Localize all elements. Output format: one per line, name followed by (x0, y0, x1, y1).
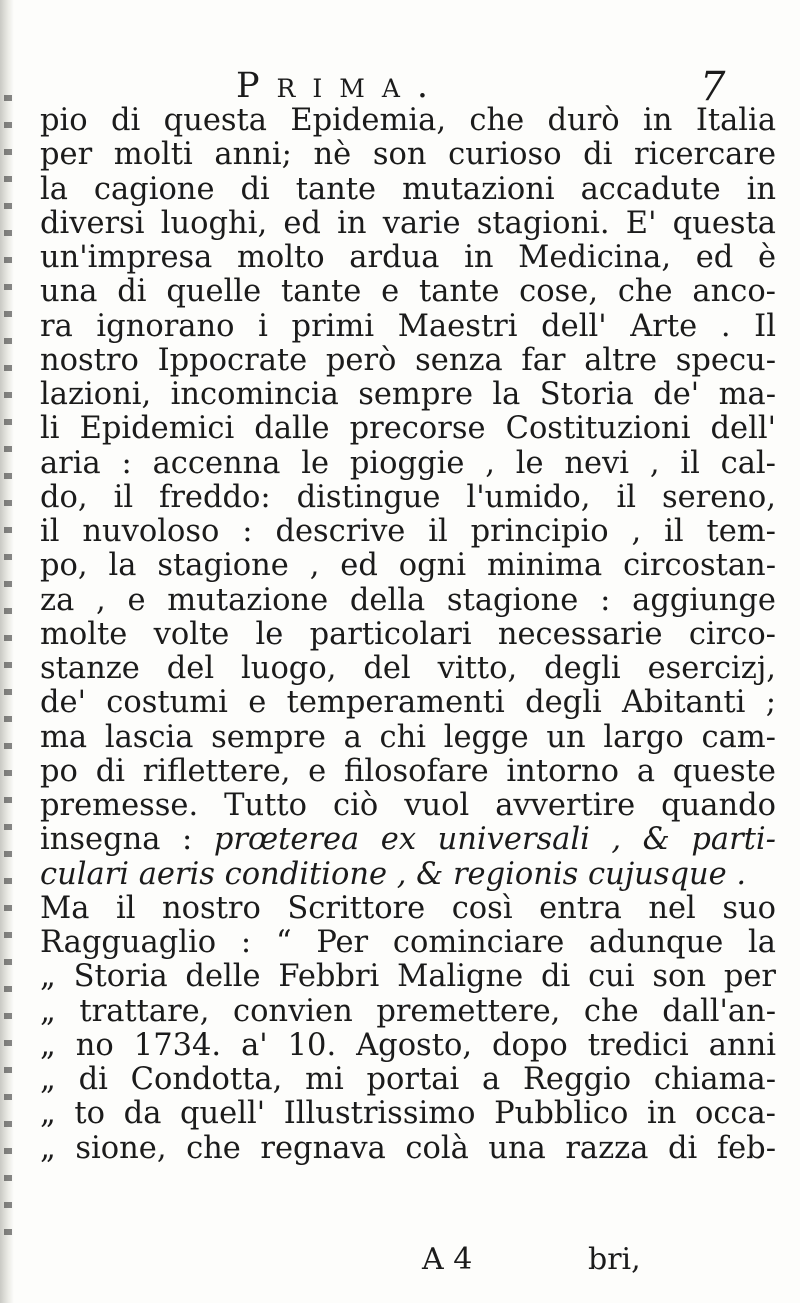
running-head: Prima. (236, 66, 446, 106)
page-number: 7 (700, 64, 726, 110)
latin-quote-line (40, 858, 776, 892)
quoted-line: „ Storia delle Febbri Maligne di cui son per (40, 960, 776, 995)
text-line: il nuvoloso : descrive il principio , il tem- (40, 515, 776, 549)
text-line: molte volte le particolari necessarie circo- (40, 617, 776, 652)
latin-quote-italic: culari aeris conditione , & regionis cujusque . (40, 857, 747, 892)
page-gutter (0, 0, 14, 1303)
latin-quote-line (40, 823, 776, 857)
quoted-line: „ no 1734. a' 10. Agosto, dopo tredici anni (40, 1028, 776, 1063)
text-line: Ma il nostro Scrittore così entra nel suo (40, 891, 776, 926)
text-line: per molti anni; nè son curioso di ricercare (40, 138, 776, 173)
latin-quote-prefix: insegna : (40, 823, 193, 858)
page-header (0, 60, 800, 110)
text-line: li Epidemici dalle precorse Costituzioni dell' (40, 412, 776, 447)
text-line: stanze del luogo, del vitto, degli esercizj, (40, 652, 776, 686)
text-line: diversi luoghi, ed in varie stagioni. E' questa (40, 206, 776, 241)
text-line: un'impresa molto ardua in Medicina, ed è (40, 241, 776, 275)
text-line: la cagione di tante mutazioni accadute in (40, 172, 776, 207)
text-line: po di riflettere, e filosofare intorno a queste (40, 754, 776, 789)
quoted-line: „ di Condotta, mi portai a Reggio chiama- (40, 1063, 776, 1097)
quoted-line: „ to da quell' Illustrissimo Pubblico in occa- (40, 1097, 776, 1132)
latin-quote-italic: prœterea ex universali , & parti- (213, 823, 776, 858)
text-line: pio di questa Epidemia, che durò in Italia (40, 104, 776, 138)
text-line: do, il freddo: distingue l'umido, il sereno, (40, 480, 776, 515)
quoted-line: „ sione, che regnava colà una razza di feb- (40, 1131, 776, 1166)
gutter-bleed-marks (4, 95, 12, 1235)
text-line: lazioni, incomincia sempre la Storia de' ma- (40, 378, 776, 412)
text-line: Ragguaglio : “ Per cominciare adunque la (40, 926, 776, 960)
text-line: za , e mutazione della stagione : aggiunge (40, 583, 776, 618)
text-line: ma lascia sempre a chi legge un largo cam- (40, 720, 776, 755)
text-line: una di quelle tante e tante cose, che anco- (40, 275, 776, 310)
text-line: po, la stagione , ed ogni minima circostan- (40, 549, 776, 584)
page-footer (0, 1242, 800, 1282)
text-line: nostro Ippocrate però senza far altre specu- (40, 343, 776, 378)
text-line: aria : accenna le pioggie , le nevi , il cal- (40, 446, 776, 481)
signature-mark: A 4 (422, 1242, 473, 1277)
text-line: ra ignorano i primi Maestri dell' Arte . Il (40, 309, 776, 344)
catchword: bri, (588, 1242, 641, 1277)
text-line: de' costumi e temperamenti degli Abitanti ; (40, 686, 776, 721)
text-line: premesse. Tutto ciò vuol avvertire quando (40, 789, 776, 823)
quoted-line: „ trattare, convien premettere, che dall'an- (40, 994, 776, 1029)
body-text (40, 104, 776, 1166)
